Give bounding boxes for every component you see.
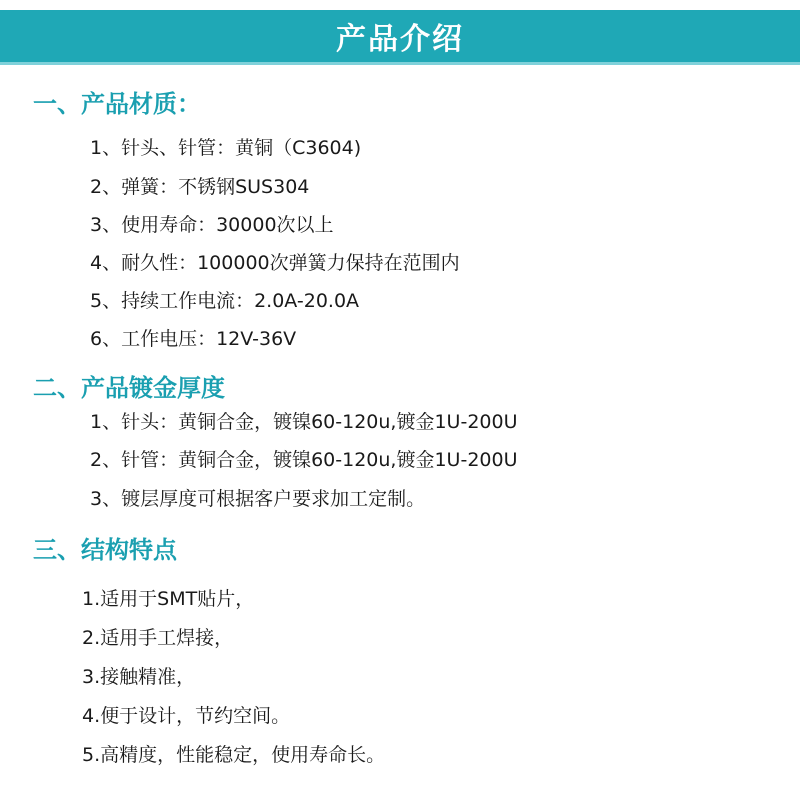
plating-item: 1、针头：黄铜合金，镀镍60-120u,镀金1U-200U [90, 411, 518, 433]
material-item: 3、使用寿命：30000次以上 [90, 214, 334, 236]
material-item: 5、持续工作电流：2.0A-20.0A [90, 290, 360, 312]
plating-item: 3、镀层厚度可根据客户要求加工定制。 [90, 488, 426, 510]
title-banner [0, 10, 800, 65]
section-heading-plating: 二、产品镀金厚度 [33, 374, 225, 402]
material-item: 1、针头、针管：黄铜（C3604) [90, 137, 362, 159]
material-item: 6、工作电压：12V-36V [90, 328, 297, 350]
structure-item: 4.便于设计，节约空间。 [82, 705, 291, 727]
plating-item: 2、针管：黄铜合金，镀镍60-120u,镀金1U-200U [90, 449, 518, 471]
structure-item: 3.接触精准， [82, 666, 196, 688]
structure-item: 2.适用手工焊接， [82, 627, 234, 649]
material-item: 4、耐久性：100000次弹簧力保持在范围内 [90, 252, 460, 274]
structure-item: 1.适用于SMT贴片， [82, 588, 255, 610]
structure-item: 5.高精度，性能稳定，使用寿命长。 [82, 744, 386, 766]
section-heading-material: 一、产品材质： [33, 90, 201, 118]
section-heading-structure: 三、结构特点 [33, 536, 177, 564]
material-item: 2、弹簧：不锈钢SUS304 [90, 176, 310, 198]
page-title: 产品介绍 [336, 22, 464, 57]
